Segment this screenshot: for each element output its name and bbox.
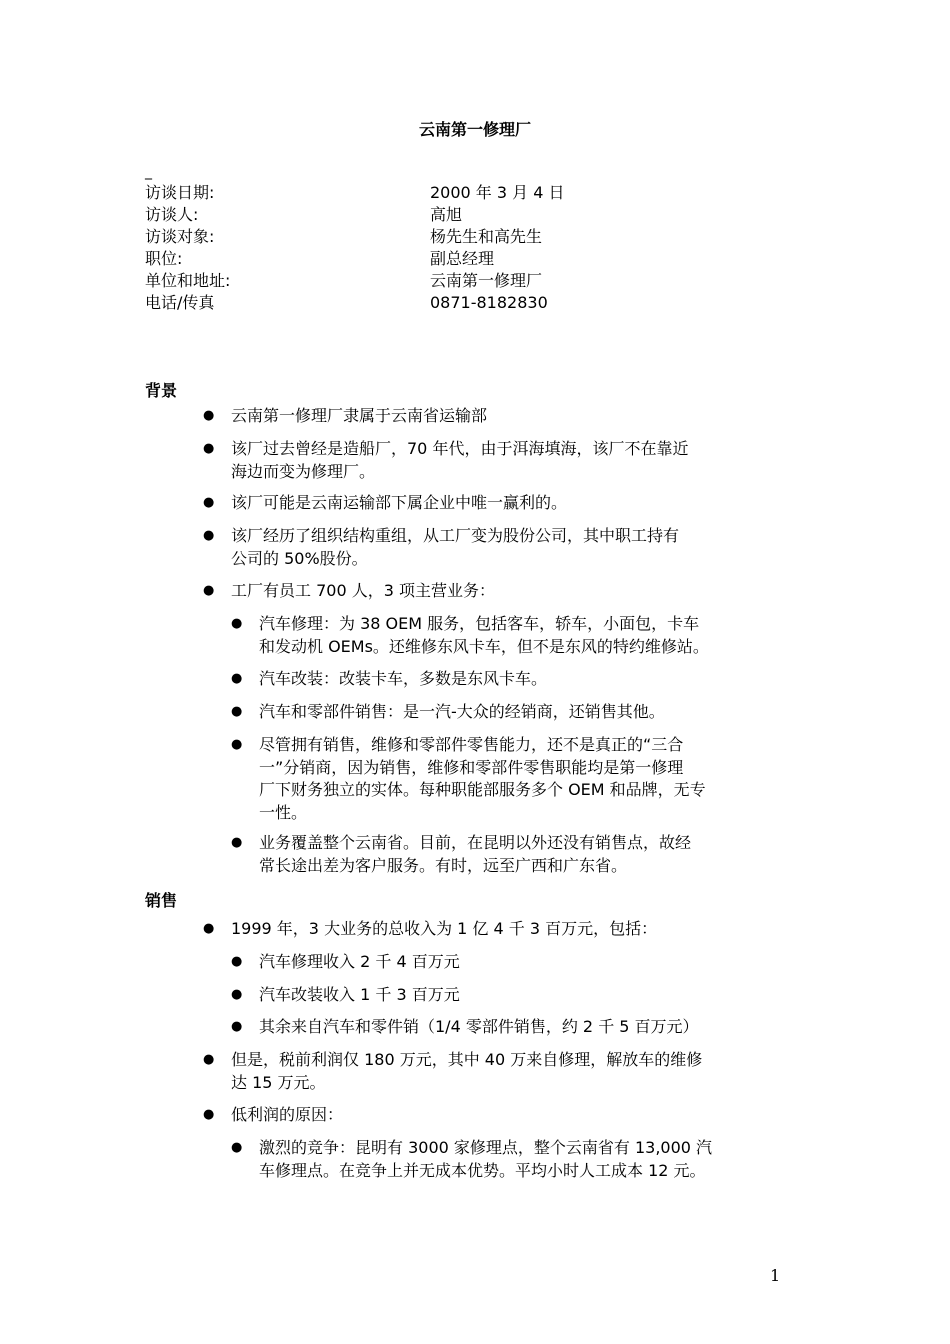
interview-info-block bbox=[145, 182, 565, 314]
info-label: 职位: bbox=[145, 249, 183, 268]
item-line: 云南第一修理厂隶属于云南省运输部 bbox=[231, 406, 488, 425]
bullet-icon: ● bbox=[231, 987, 243, 1002]
bullet-icon: ● bbox=[231, 616, 243, 631]
item-line: 一性。 bbox=[259, 802, 308, 822]
item-line: 汽车修理收入 2 千 4 百万元 bbox=[259, 952, 460, 971]
list-item bbox=[231, 984, 460, 1007]
list-item bbox=[203, 525, 680, 570]
item-line: 常长途出差为客户服务。有时，远至广西和广东省。 bbox=[259, 855, 628, 875]
dash-mark: _ bbox=[145, 164, 152, 180]
info-value: 0871-8182830 bbox=[430, 293, 548, 312]
item-line: 海边而变为修理厂。 bbox=[231, 461, 376, 481]
list-item bbox=[203, 580, 495, 603]
item-line: 一”分销商，因为销售，维修和零部件零售职能均是第一修理 bbox=[259, 757, 684, 777]
item-line: 汽车改装：改装卡车，多数是东风卡车。 bbox=[259, 669, 548, 688]
info-row-phone bbox=[145, 292, 565, 314]
info-label: 单位和地址: bbox=[145, 271, 231, 290]
item-line: 业务覆盖整个云南省。目前，在昆明以外还没有销售点，故经 bbox=[259, 833, 692, 852]
bullet-icon: ● bbox=[203, 495, 215, 510]
info-row-interviewee bbox=[145, 226, 565, 248]
item-line: 汽车和零部件销售：是一汽-大众的经销商，还销售其他。 bbox=[259, 702, 665, 721]
info-label: 电话/传真 bbox=[145, 293, 215, 312]
bullet-icon: ● bbox=[203, 583, 215, 598]
bullet-icon: ● bbox=[203, 921, 215, 936]
document-title: 云南第一修理厂 bbox=[418, 120, 531, 139]
list-item bbox=[231, 734, 706, 824]
bullet-icon: ● bbox=[231, 1140, 243, 1155]
bullet-icon: ● bbox=[231, 737, 243, 752]
item-line: 工厂有员工 700 人，3 项主营业务： bbox=[231, 581, 495, 600]
info-row-interviewer bbox=[145, 204, 565, 226]
item-line: 激烈的竞争：昆明有 3000 家修理点，整个云南省有 13,000 汽 bbox=[259, 1138, 713, 1157]
item-line: 其余来自汽车和零件销（1/4 零部件销售，约 2 千 5 百万元） bbox=[259, 1017, 699, 1036]
info-row-position bbox=[145, 248, 565, 270]
list-item bbox=[203, 918, 658, 941]
item-line: 达 15 万元。 bbox=[231, 1072, 326, 1092]
info-row-date bbox=[145, 182, 565, 204]
info-value: 高旭 bbox=[430, 205, 463, 224]
bullet-icon: ● bbox=[231, 835, 243, 850]
bullet-icon: ● bbox=[203, 441, 215, 456]
list-item bbox=[203, 405, 488, 428]
list-item bbox=[203, 1104, 344, 1127]
bullet-icon: ● bbox=[203, 1052, 215, 1067]
item-line: 1999 年，3 大业务的总收入为 1 亿 4 千 3 百万元，包括： bbox=[231, 919, 658, 938]
list-item bbox=[203, 438, 689, 483]
item-line: 尽管拥有销售，维修和零部件零售能力，还不是真正的“三合 bbox=[259, 735, 684, 754]
list-item bbox=[203, 1049, 703, 1094]
info-label: 访谈日期: bbox=[145, 183, 215, 202]
item-line: 厂下财务独立的实体。每种职能部服务多个 OEM 和品牌，无专 bbox=[259, 780, 706, 799]
info-label: 访谈对象: bbox=[145, 227, 215, 246]
info-label: 访谈人: bbox=[145, 205, 199, 224]
item-line: 但是，税前利润仅 180 万元，其中 40 万来自修理，解放车的维修 bbox=[231, 1050, 703, 1069]
list-item bbox=[231, 668, 548, 691]
bullet-icon: ● bbox=[203, 528, 215, 543]
info-value: 副总经理 bbox=[430, 249, 495, 268]
info-value: 云南第一修理厂 bbox=[430, 271, 543, 290]
list-item bbox=[231, 1137, 713, 1182]
item-line: 车修理点。在竞争上并无成本优势。平均小时人工成本 12 元。 bbox=[259, 1160, 706, 1180]
item-line: 汽车改装收入 1 千 3 百万元 bbox=[259, 985, 460, 1004]
info-value: 2000 年 3 月 4 日 bbox=[430, 183, 565, 202]
bullet-icon: ● bbox=[231, 954, 243, 969]
list-item bbox=[231, 1016, 699, 1039]
bullet-icon: ● bbox=[231, 1019, 243, 1034]
info-row-company bbox=[145, 270, 565, 292]
item-line: 公司的 50%股份。 bbox=[231, 548, 368, 568]
list-item bbox=[231, 951, 460, 974]
item-line: 该厂过去曾经是造船厂，70 年代，由于洱海填海，该厂不在靠近 bbox=[231, 439, 689, 458]
section-heading-background: 背景 bbox=[145, 381, 178, 400]
list-item bbox=[231, 701, 665, 724]
info-value: 杨先生和高先生 bbox=[430, 227, 543, 246]
page-number: 1 bbox=[770, 1266, 781, 1285]
bullet-icon: ● bbox=[231, 671, 243, 686]
item-line: 汽车修理：为 38 OEM 服务，包括客车，轿车，小面包，卡车 bbox=[259, 614, 700, 633]
list-item bbox=[231, 613, 709, 658]
list-item bbox=[203, 492, 568, 515]
item-line: 该厂可能是云南运输部下属企业中唯一赢利的。 bbox=[231, 493, 568, 512]
list-item bbox=[231, 832, 692, 877]
bullet-icon: ● bbox=[231, 704, 243, 719]
item-line: 该厂经历了组织结构重组，从工厂变为股份公司，其中职工持有 bbox=[231, 526, 680, 545]
item-line: 低利润的原因： bbox=[231, 1105, 344, 1124]
section-heading-sales: 销售 bbox=[145, 891, 178, 910]
bullet-icon: ● bbox=[203, 408, 215, 423]
item-line: 和发动机 OEMs。还维修东风卡车，但不是东风的特约维修站。 bbox=[259, 636, 709, 656]
bullet-icon: ● bbox=[203, 1107, 215, 1122]
